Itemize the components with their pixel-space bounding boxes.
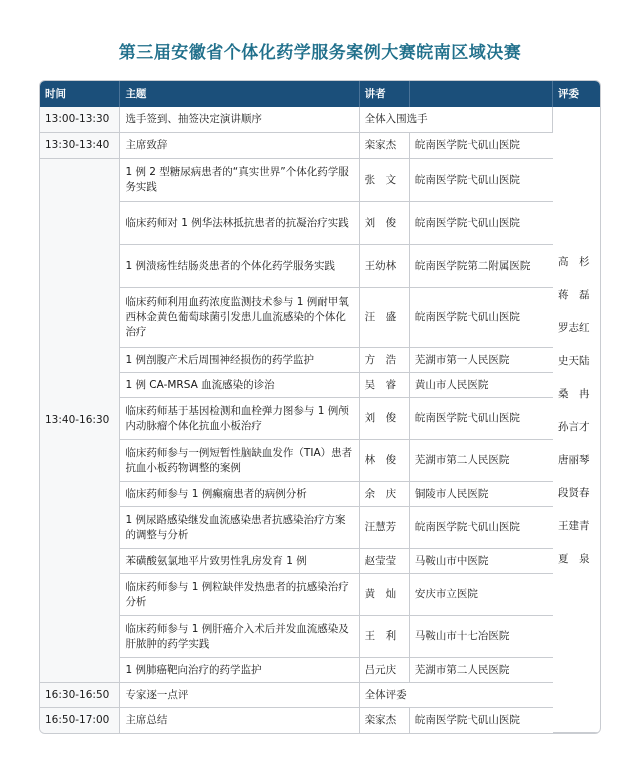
table-row: [40, 348, 600, 373]
speaker-cell: 王幼林: [360, 245, 410, 288]
header-topic: 主题: [120, 81, 359, 107]
table-row: [40, 245, 600, 288]
table-row: [40, 658, 600, 683]
time-cell: 13:00-13:30: [40, 107, 120, 133]
speaker-cell: 黄 灿: [360, 574, 410, 616]
hospital-cell: 皖南医学院弋矶山医院: [410, 133, 553, 159]
table-row: [40, 373, 600, 398]
hospital-cell: 皖南医学院弋矶山医院: [410, 288, 553, 348]
table-row: [40, 574, 600, 616]
table-row: [40, 440, 600, 482]
topic-cell: 1 例 CA-MRSA 血流感染的诊治: [120, 373, 359, 398]
topic-cell: 1 例尿路感染继发血流感染患者抗感染治疗方案的调整与分析: [120, 507, 359, 549]
hospital-cell: 芜湖市第二人民医院: [410, 440, 553, 482]
table-row: [40, 683, 600, 708]
speaker-cell: 方 浩: [360, 348, 410, 373]
speaker-cell: 林 俊: [360, 440, 410, 482]
time-cell: 16:50-17:00: [40, 708, 120, 733]
time-cell: 13:40-16:30: [40, 159, 120, 683]
judge-name: 王建青: [557, 519, 590, 532]
table-row: [40, 616, 600, 658]
schedule-table: [39, 80, 601, 734]
judge-name: 夏 泉: [557, 552, 590, 565]
speaker-cell: 赵莹莹: [360, 549, 410, 574]
speaker-cell: 王 利: [360, 616, 410, 658]
hospital-cell: 芜湖市第一人民医院: [410, 348, 553, 373]
speaker-cell: 全体入围选手: [360, 107, 553, 133]
hospital-cell: 皖南医学院弋矶山医院: [410, 202, 553, 245]
speaker-cell: 余 庆: [360, 482, 410, 507]
table-row: [40, 133, 600, 159]
judge-name: 史天陆: [557, 354, 590, 367]
judges-cell: [553, 107, 600, 733]
header-time: 时间: [40, 81, 120, 107]
hospital-cell: 芜湖市第二人民医院: [410, 658, 553, 683]
topic-cell: 专家逐一点评: [120, 683, 359, 708]
topic-cell: 临床药师参与 1 例粒缺伴发热患者的抗感染治疗分析: [120, 574, 359, 616]
speaker-cell: 刘 俊: [360, 398, 410, 440]
topic-cell: 主席致辞: [120, 133, 359, 159]
hospital-cell: 皖南医学院弋矶山医院: [410, 507, 553, 549]
speaker-cell: 汪 盛: [360, 288, 410, 348]
hospital-cell: 皖南医学院弋矶山医院: [410, 398, 553, 440]
page-title: 第三届安徽省个体化药学服务案例大赛皖南区域决赛: [118, 43, 522, 63]
speaker-cell: 吴 睿: [360, 373, 410, 398]
topic-cell: 苯磺酸氨氯地平片致男性乳房发育 1 例: [120, 549, 359, 574]
table-row: [40, 107, 600, 133]
header-speaker: 讲者: [360, 81, 410, 107]
judge-name: 段贤春: [557, 486, 590, 499]
speaker-cell: 吕元庆: [360, 658, 410, 683]
topic-cell: 临床药师对 1 例华法林抵抗患者的抗凝治疗实践: [120, 202, 359, 245]
header-judges: 评委: [553, 81, 600, 107]
time-cell: 16:30-16:50: [40, 683, 120, 708]
header-hospital: [410, 81, 553, 107]
hospital-cell: 马鞍山市十七冶医院: [410, 616, 553, 658]
topic-cell: 临床药师参与 1 例肝癌介入术后并发血流感染及肝脓肿的药学实践: [120, 616, 359, 658]
topic-cell: 临床药师利用血药浓度监测技术参与 1 例耐甲氧西林金黄色葡萄球菌引发患儿血流感染的个体化治疗: [120, 288, 359, 348]
header-row: [40, 81, 600, 107]
speaker-cell: 栾家杰: [360, 708, 410, 733]
topic-cell: 临床药师参与一例短暂性脑缺血发作（TIA）患者抗血小板药物调整的案例: [120, 440, 359, 482]
judge-name: 孙言才: [557, 420, 590, 433]
judge-name: 唐丽琴: [557, 453, 590, 466]
judge-name: 高 杉: [557, 255, 590, 268]
time-cell: 13:30-13:40: [40, 133, 120, 159]
hospital-cell: 皖南医学院第二附属医院: [410, 245, 553, 288]
table-row: [40, 159, 600, 202]
hospital-cell: 马鞍山市中医院: [410, 549, 553, 574]
topic-cell: 1 例 2 型糖尿病患者的“真实世界”个体化药学服务实践: [120, 159, 359, 202]
speaker-cell: 刘 俊: [360, 202, 410, 245]
topic-cell: 1 例肺癌靶向治疗的药学监护: [120, 658, 359, 683]
judge-name: 桑 冉: [557, 387, 590, 400]
table-row: [40, 507, 600, 549]
table-row: [40, 482, 600, 507]
topic-cell: 临床药师参与 1 例癫痫患者的病例分析: [120, 482, 359, 507]
judge-name: 罗志红: [557, 321, 590, 334]
hospital-cell: 皖南医学院弋矶山医院: [414, 714, 520, 726]
topic-cell: 临床药师基于基因检测和血栓弹力图参与 1 例颅内动脉瘤个体化抗血小板治疗: [120, 398, 359, 440]
topic-cell: 选手签到、抽签决定演讲顺序: [120, 107, 359, 133]
hospital-cell: 黄山市人民医院: [410, 373, 553, 398]
table-row: [40, 202, 600, 245]
topic-cell: 主席总结: [120, 708, 359, 733]
table-row: [40, 398, 600, 440]
hospital-cell: 铜陵市人民医院: [410, 482, 553, 507]
speaker-cell: 全体评委: [360, 683, 553, 708]
hospital-cell: 安庆市立医院: [410, 574, 553, 616]
topic-cell: 1 例剖腹产术后周围神经损伤的药学监护: [120, 348, 359, 373]
table-row: [40, 708, 600, 733]
speaker-cell: 张 文: [360, 159, 410, 202]
table-row: [40, 549, 600, 574]
judge-name: 蒋 磊: [557, 288, 590, 301]
table-row: [40, 288, 600, 348]
speaker-cell: 栾家杰: [360, 133, 410, 159]
speaker-cell: 汪慧芳: [360, 507, 410, 549]
topic-cell: 1 例溃疡性结肠炎患者的个体化药学服务实践: [120, 245, 359, 288]
hospital-cell: 皖南医学院弋矶山医院: [410, 159, 553, 202]
